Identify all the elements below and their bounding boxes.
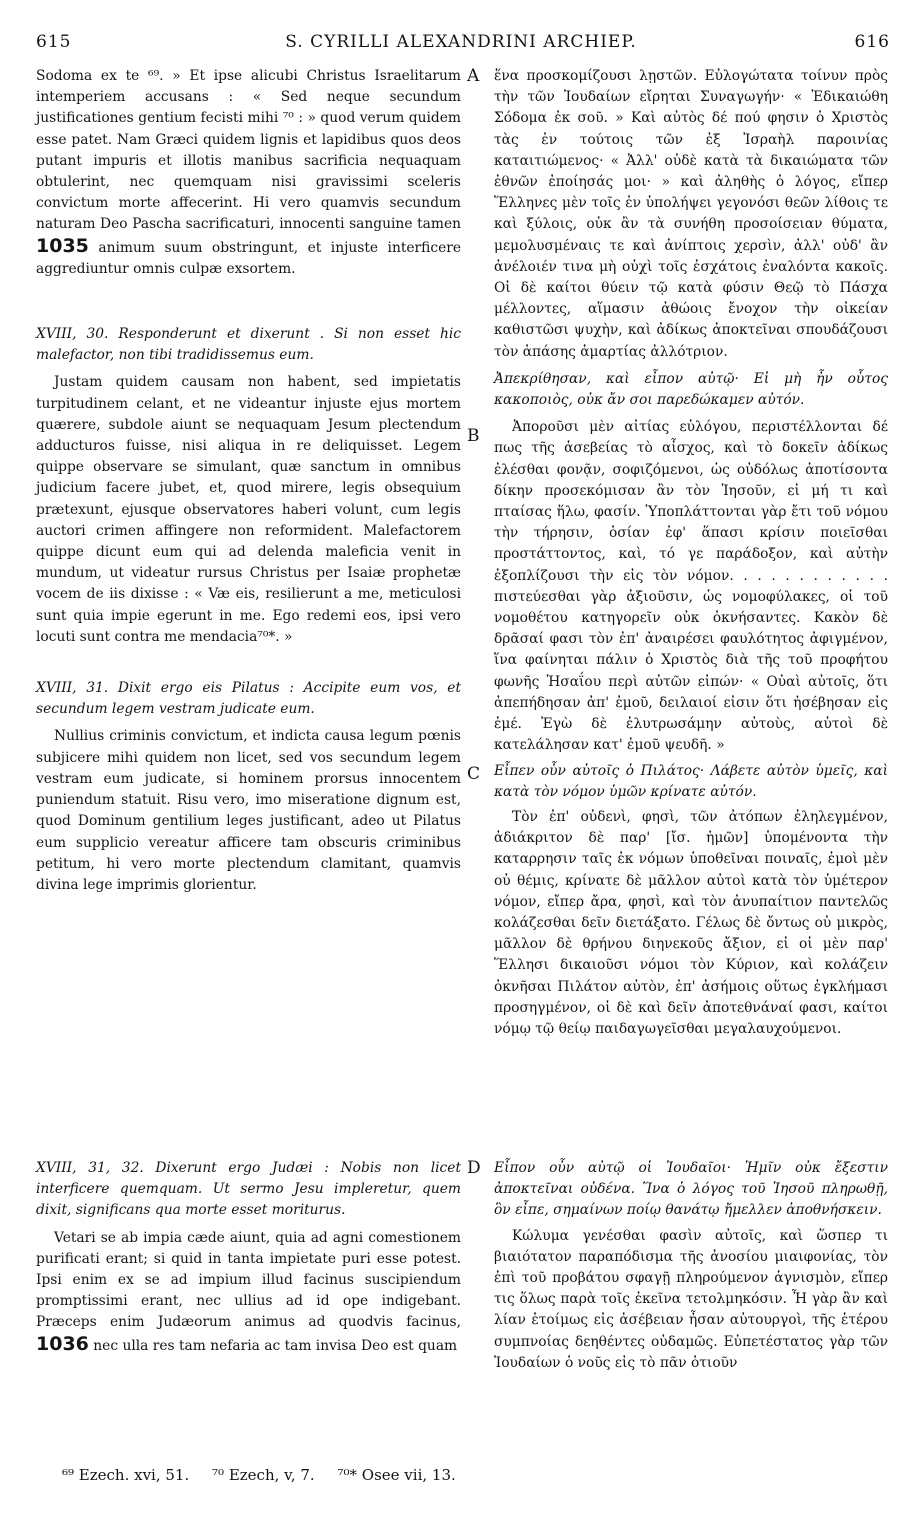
page-number-right: 616 (854, 32, 890, 52)
greek-paragraph: ἕνα προσκομίζουσι λῃστῶν. Εὐλογώτατα τοίνυν πρὸς τὴν τῶν Ἰουδαίων εἴρηται Συναγωγήν· « Ἐδικαιώθη Σόδομα ἐκ σοῦ. » Καὶ αὐτὸς δέ πού φησιν ὁ Χριστὸς τὰς ἐν τούτοις τῶν ἐξ Ἰσραὴλ παροινίας καταιτιώμενος· « Ἀλλ' οὐδὲ κατὰ τὰ δικαιώματα τῶν ἐθνῶν ἐποίησάς μοι· » καὶ ἀληθὴς ὁ λόγος, εἴπερ Ἕλληνες μὲν τοῖς ἐν ὑπολήψει γεγονόσι θεῶν λίθοις τε καὶ ξύλοις, οὐκ ἂν τὰ συνήθη προσοίσειαν θύματα, μεμολυσμέναις τε καὶ ἀνίπτοις χερσὶν, ἀλλ' οὐδ' ἂν ἀνέλοιέν τινα μὴ οὐχὶ τοῖς ἐσχάτοις ἐναλόντα κακοῖς. Οἱ δὲ καίτοι θύειν τῷ κατὰ φύσιν Θεῷ τὸ Πάσχα μέλλοντες, αἵμασιν ἀθώοις ἔνοχον τὴν οἰκείαν καθιστῶσι ψυχὴν, καὶ ἀδίκως ἀποκτεῖναι σπουδάζουσι τὸν ἁπάσης ἁμαρτίας ἀλλότριον. (494, 68, 888, 360)
greek-column-bottom (494, 1158, 888, 1374)
margin-letter-a: A (467, 66, 480, 86)
margin-letter-c: C (467, 764, 481, 784)
greek-lemma: Εἶπον οὖν αὐτῷ οἱ Ἰουδαῖοι· Ἡμῖν οὐκ ἔξεστιν ἀποκτεῖναι οὐδένα. Ἵνα ὁ λόγος τοῦ Ἰησοῦ πληρωθῇ, ὃν εἶπε, σημαίνων ποίῳ θανάτῳ ἤμελλεν ἀποθνήσκειν. (494, 1160, 888, 1219)
footnote: ⁷⁰ Ezech, v, 7. (212, 1466, 315, 1484)
greek-paragraph: Τὸν ἐπ' οὐδενὶ, φησὶ, τῶν ἀτόπων ἐληλεγμένον, ἀδιάκριτον δὲ παρ' [ἴσ. ἡμῶν] ὑπομένοντα τὴν καταρρησιν ταῖς ἐκ νόμων ὑποθεῖναι ποιναῖς, ἐμοὶ μὲν οὐ θέμις, κρίνατε δὲ μᾶλλον αὐτοὶ κατὰ τὸν ὑμέτερον νόμον, εἴπερ ἄρα, φησὶ, καὶ τὸν ἀνυπαίτιον παντελῶς κολάζεσθαι δεῖν διετάξατο. Γέλως δὲ ὄντως οὐ μικρὸς, μᾶλλον δὲ θρήνου διηνεκοῦς ἄξιον, εἰ οἱ μὲν παρ' Ἕλλησι δικαιοῦσι νόμοι τὸν Κύριον, καὶ κολάζειν ὀκνῆσαι Πιλάτον αὐτὸν, ἐπ' ἀσήμοις οὕτως ἐγκλήμασι προσηγμένον, οἱ δὲ καὶ δεῖν ἀποτεθνάναί φασι, καίτοι νόμῳ τῷ θείῳ παιδαγωγεῖσθαι μεγαλαυχούμενοι. (494, 808, 888, 1037)
footnotes (62, 1466, 474, 1484)
running-title: S. CYRILLI ALEXANDRINI ARCHIEP. (285, 32, 637, 52)
page-number-left: 615 (36, 32, 72, 52)
greek-paragraph: Ἀποροῦσι μὲν αἰτίας εὐλόγου, περιστέλλονται δέ πως τῆς ἀσεβείας τὸ αἶσχος, καὶ τὸ δοκεῖν ἀδίκως ἐλέσθαι φονᾷν, σοφιζόμενοι, ὡς οὐδόλως ἀποτίσοντα δίκην προσεκόμισαν ἂν τὸν Ἰησοῦν, εἰ μή τι καὶ πταίσας ἥλω, φασίν. Ὑποπλάττονται γὰρ ἔτι τοῦ νόμου τὴν τήρησιν, ὁσίαν ἐφ' ἅπασι κρίσιν ποιεῖσθαι προστάττοντος, καὶ, τό γε παράδοξον, καὶ αὐτὴν ἐξοπλίζουσι τὴν εἰς τὸν νόμον. . . . . . . . . . . . πιστεύεσθαι γὰρ ἀξιοῦσιν, ὡς νομοφύλακες, οἱ τοῦ νομοθέτου κατηγορεῖν οὐκ ὀκνήσαντες. Κακὸν δὲ δρᾶσαί φασι τὸν ἐπ' ἀναιρέσει φαυλότητος ἀφιγμένον, ἵνα φαίνηται πάλιν ὁ Χριστὸς διὰ τῆς τοῦ προφήτου φωνῆς Ἡσαΐου περὶ αὐτῶν εἰπών· « Οὐαὶ αὐτοῖς, ὅτι ἀπεπήδησαν ἀπ' ἐμοῦ, δειλαιοί εἰσιν ὅτι ἠσέβησαν εἰς ἐμέ. Ἐγὼ δὲ ἐλυτρωσάμην αὐτοὺς, αὐτοὶ δὲ κατελάλησαν κατ' ἐμοῦ ψευδῆ. » (494, 419, 888, 754)
latin-column (36, 66, 461, 896)
greek-column (494, 66, 888, 1040)
footnote: ⁶⁹ Ezech. xvi, 51. (62, 1466, 190, 1484)
footnote: ⁷⁰* Osee vii, 13. (337, 1466, 456, 1484)
latin-paragraph (36, 1228, 461, 1357)
latin-text: nec ulla res tam nefaria ac tam invisa Deo est quam (93, 1337, 458, 1354)
greek-paragraph: Κώλυμα γενέσθαι φασὶν αὐτοῖς, καὶ ὥσπερ τι βιαιότατον παραπόδισμα τῆς ἀνοσίου μιαιφονίας, τὸν ἐπὶ τοῦ προβάτου σφαγῇ πληρούμενον ἁγνισμὸν, εἴπερ τις ὅλως παρὰ τοῖς ἐκεῖνα τετολμηκόσιν. Ἦ γὰρ ἂν καὶ λίαν ἑτοίμως εἰς ἀσέβειαν ἦσαν αὐτουργοὶ, τῆς ἑτέρου συμπνοίας δεηθέντες οὐδαμῶς. Εὐπετέστατος γὰρ τῶν Ἰουδαίων ὁ νοῦς εἰς τὸ πᾶν ὁτιοῦν (494, 1227, 888, 1371)
latin-text: Vetari se ab impia cæde aiunt, quia ad agni comestionem purificati erant; si quid in tanta impietate puri esse potest. Ipsi enim ex se ad impium illud facinus suscipiendum promptissimi erant, nec ullius ad id ope indigebant. Præceps enim Judæorum animus ad quodvis facinus, (36, 1229, 461, 1331)
latin-lemma: XVIII, 31. Dixit ergo eis Pilatus : Accipite eum vos, et secundum legem vestram judicate eum. (36, 680, 461, 718)
latin-lemma: XVIII, 30. Responderunt et dixerunt . Si non esset hic malefactor, non tibi tradidissemus eum. (36, 326, 461, 364)
column-number: 1036 (36, 1332, 89, 1355)
latin-lemma: XVIII, 31, 32. Dixerunt ergo Judæi : Nobis non licet interficere quemquam. Ut sermo Jesu impleretur, quem dixit, significans qua morte esset moriturus. (36, 1160, 461, 1219)
latin-text: Sodoma ex te ⁶⁹. » Et ipse alicubi Christus Israelitarum intemperiem accusans : « Sed neque secundum justificationes gentium fecisti mihi ⁷⁰ : » quod verum quidem esse patet. Nam Græci quidem lignis et lapidibus quos deos putant impuris et illotis manibus sacrificia nequaquam obtulerint, nec quemquam nisi gravissimi sceleris convictum morte affecerint. Hi vero quamvis secundum naturam Deo Pascha sacrificaturi, innocenti sanguine tamen (36, 68, 461, 233)
latin-paragraph (36, 66, 461, 280)
latin-text: animum suum obstringunt, et injuste interficere aggrediuntur omnis culpæ exsortem. (36, 239, 461, 277)
margin-letter-b: B (467, 426, 480, 446)
margin-letter-d: D (467, 1158, 481, 1178)
latin-column-bottom (36, 1158, 461, 1357)
greek-lemma: Εἶπεν οὖν αὐτοῖς ὁ Πιλάτος· Λάβετε αὐτὸν ὑμεῖς, καὶ κατὰ τὸν νόμον ὑμῶν κρίνατε αὐτόν. (494, 762, 888, 800)
latin-paragraph: Justam quidem causam non habent, sed impietatis turpitudinem celant, et ne videantur injuste ejus mortem quærere, subdole aiunt se nequaquam Jesum plectendum adducturos fuisse, nisi aliqua in re deliquisset. Legem quippe observare se simulant, quæ sanctum in omnibus judicium facere jubet, et, quod mirere, legis obsequium prætexunt, ejusque observatores haberi volunt, cum legis auctori crimen affingere non reformident. Malefactorem quippe dicunt eum qui ad delenda maleficia venit in mundum, ut videatur rursus Christus per Isaiæ prophetæ vocem de iis dixisse : « Væ eis, resilierunt a me, meticulosi sunt quia impie egerunt in me. Ego redemi eos, ipsi vero locuti sunt contra me mendacia⁷⁰*. » (36, 374, 461, 645)
latin-paragraph: Nullius criminis convictum, et indicta causa legum pœnis subjicere mihi quidem non licet, sed vos secundum legem vestram eum judicate, si hominem prorsus innocentem puniendum statuit. Risu vero, imo miseratione dignum est, quod Dominum gentilium leges justificant, adeo ut Pilatus eum supplicio vereatur afficere tam obscuris criminibus petitum, hi vero morte plectendum clamitant, quamvis divina lege imprimis glorientur. (36, 728, 461, 893)
greek-lemma: Ἀπεκρίθησαν, καὶ εἶπον αὐτῷ· Εἰ μὴ ἦν οὗτος κακοποιὸς, οὐκ ἄν σοι παρεδώκαμεν αὐτόν. (494, 370, 888, 409)
column-number: 1035 (36, 234, 89, 257)
page-header (0, 32, 922, 58)
